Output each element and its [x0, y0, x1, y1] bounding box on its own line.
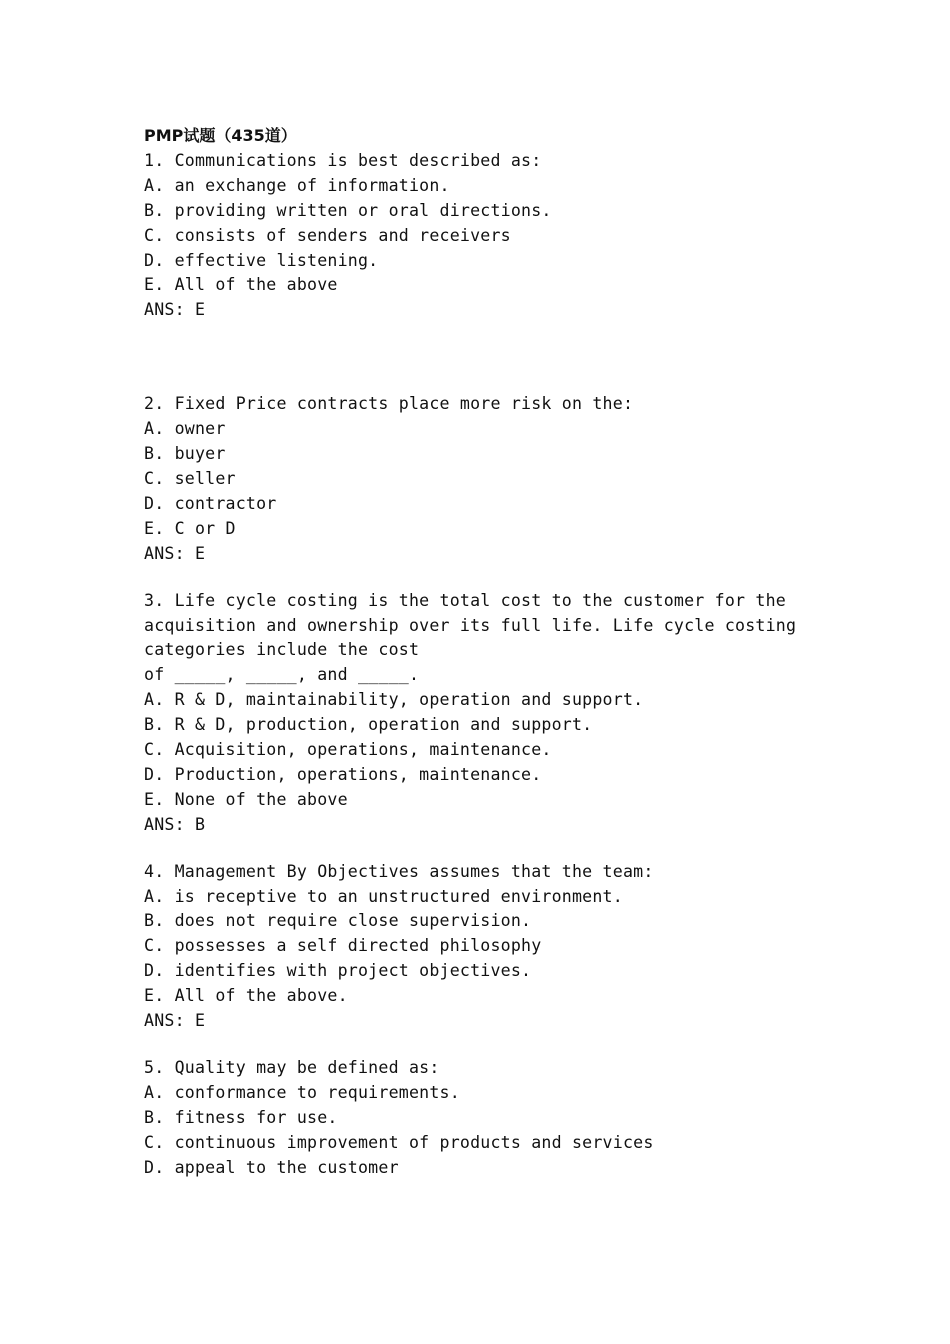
- question-stem: 2. Fixed Price contracts place more risk on the:: [144, 394, 634, 414]
- question-3: [144, 589, 844, 838]
- option-d: D. identifies with project objectives.: [144, 961, 532, 981]
- answer-line: ANS: E: [144, 543, 206, 563]
- option-a: A. an exchange of information.: [144, 175, 450, 195]
- question-stem: 4. Management By Objectives assumes that the team:: [144, 861, 654, 881]
- option-c: C. consists of senders and receivers: [144, 225, 511, 245]
- option-e: E. None of the above: [144, 789, 348, 809]
- option-b: B. providing written or oral directions.: [144, 200, 552, 220]
- option-b: B. buyer: [144, 444, 226, 464]
- answer-line: ANS: E: [144, 1011, 206, 1031]
- option-a: A. owner: [144, 419, 226, 439]
- option-d: D. contractor: [144, 493, 277, 513]
- option-e: E. C or D: [144, 518, 236, 538]
- question-stem: 1. Communications is best described as:: [144, 150, 542, 170]
- option-b: B. does not require close supervision.: [144, 911, 532, 931]
- spacer: [144, 1034, 844, 1056]
- option-b: B. fitness for use.: [144, 1107, 338, 1127]
- question-5: [144, 1056, 844, 1181]
- document-title: PMP试题（435道）: [144, 126, 297, 145]
- spacer: [144, 323, 844, 392]
- answer-line: ANS: B: [144, 814, 206, 834]
- question-stem-line-4: of _____, _____, and _____.: [144, 665, 420, 685]
- option-a: A. R & D, maintainability, operation and support.: [144, 690, 644, 710]
- document-content: [144, 124, 844, 1181]
- question-stem-line-2: acquisition and ownership over its full life. Life cycle costing: [144, 615, 797, 635]
- option-d: D. effective listening.: [144, 250, 379, 270]
- question-1: [144, 149, 844, 323]
- question-stem-line-1: 3. Life cycle costing is the total cost to the customer for the: [144, 590, 786, 610]
- option-d: D. appeal to the customer: [144, 1157, 399, 1177]
- option-a: A. is receptive to an unstructured environment.: [144, 886, 623, 906]
- question-2: [144, 392, 844, 566]
- option-d: D. Production, operations, maintenance.: [144, 764, 542, 784]
- spacer: [144, 567, 844, 589]
- option-c: C. possesses a self directed philosophy: [144, 936, 542, 956]
- option-c: C. seller: [144, 468, 236, 488]
- option-c: C. continuous improvement of products and services: [144, 1132, 654, 1152]
- question-stem: 5. Quality may be defined as:: [144, 1058, 440, 1077]
- option-b: B. R & D, production, operation and support.: [144, 715, 593, 735]
- question-4: [144, 860, 844, 1034]
- option-c: C. Acquisition, operations, maintenance.: [144, 740, 552, 760]
- spacer: [144, 838, 844, 860]
- option-e: E. All of the above.: [144, 986, 348, 1006]
- option-a: A. conformance to requirements.: [144, 1082, 460, 1102]
- answer-line: ANS: E: [144, 300, 206, 320]
- option-e: E. All of the above: [144, 275, 338, 295]
- question-stem-line-3: categories include the cost: [144, 640, 420, 660]
